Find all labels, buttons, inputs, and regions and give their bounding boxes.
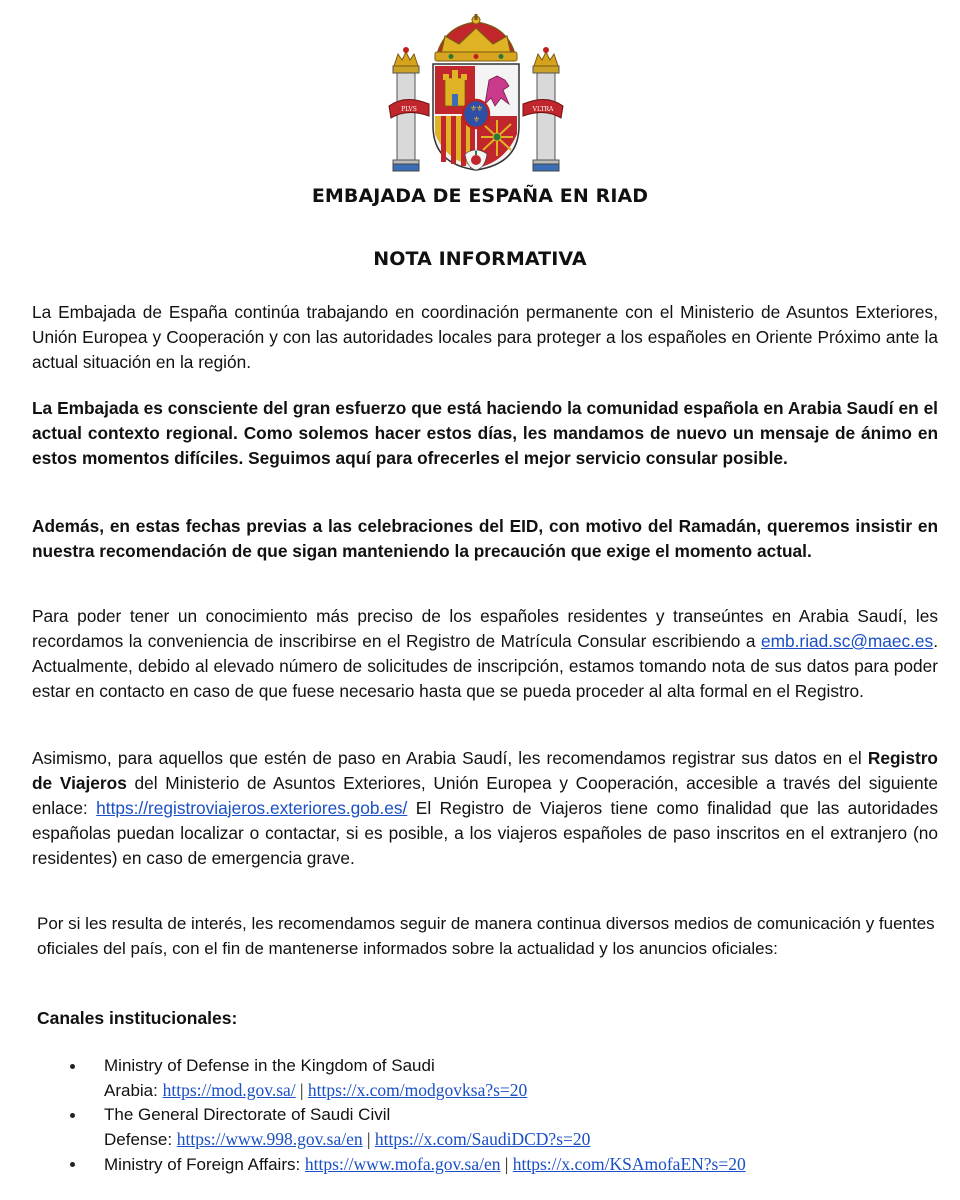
registry-link[interactable]: https://registroviajeros.exteriores.gob.es/ xyxy=(96,798,408,818)
royal-crown xyxy=(435,14,517,61)
channel-x-link[interactable]: https://x.com/KSAmofaEN?s=20 xyxy=(512,1154,746,1174)
list-item xyxy=(0,1103,960,1152)
channel-label: Ministry of Defense in the Kingdom of Saudi xyxy=(104,1056,435,1075)
channel-label-cont: Arabia: xyxy=(104,1081,163,1100)
motto-left: PLVS xyxy=(401,106,417,113)
channel-label-cont: Defense: xyxy=(104,1130,177,1149)
channel-x-link[interactable]: https://x.com/modgovksa?s=20 xyxy=(307,1080,528,1100)
separator: | xyxy=(500,1154,513,1174)
email-link[interactable]: emb.riad.sc@maec.es xyxy=(761,631,934,651)
channel-website-link[interactable]: https://www.mofa.gov.sa/en xyxy=(304,1154,501,1174)
p4-text-before: Para poder tener un conocimiento más preciso de los españoles residentes y transeúntes en Arabia Saudí, les recordamos la conveniencia de inscribirse en el Registro de Matrícula Consular escribiendo a xyxy=(32,606,938,651)
channel-label: The General Directorate of Saudi Civil xyxy=(104,1105,391,1124)
paragraph-eid-precaution: Además, en estas fechas previas a las celebraciones del EID, con motivo del Ramadán, queremos insistir en nuestra recomendación de que sigan manteniendo la precaución que exige el momento actual. xyxy=(32,516,938,561)
svg-text:⚜: ⚜ xyxy=(470,104,478,113)
bullet-icon xyxy=(70,1064,75,1069)
separator: | xyxy=(362,1129,375,1149)
paragraph-coordination: La Embajada de España continúa trabajando en coordinación permanente con el Ministerio de Asuntos Exteriores, Unión Europea y Cooperación y con las autoridades locales para proteger a los españoles en Oriente Próximo ante la actual situación en la región. xyxy=(32,302,938,372)
channel-x-link[interactable]: https://x.com/SaudiDCD?s=20 xyxy=(374,1129,591,1149)
channel-website-link[interactable]: https://www.998.gov.sa/en xyxy=(176,1129,363,1149)
coat-of-arms xyxy=(385,14,567,176)
paragraph-consular-registration xyxy=(32,604,938,704)
shield xyxy=(433,64,519,170)
svg-text:⚜: ⚜ xyxy=(473,115,481,124)
list-item xyxy=(0,1054,960,1103)
p5-text-middle: del Ministerio de Asuntos Exteriores, Unión Europea y Cooperación, accesible a través del siguiente enlace: xyxy=(32,773,938,818)
channels-list xyxy=(0,1054,960,1177)
p5-text-before: Asimismo, para aquellos que estén de paso en Arabia Saudí, les recomendamos registrar sus datos en el xyxy=(32,748,868,768)
embassy-title: EMBAJADA DE ESPAÑA EN RIAD xyxy=(311,185,649,207)
channels-heading: Canales institucionales: xyxy=(37,1008,238,1028)
note-title: NOTA INFORMATIVA xyxy=(373,248,587,270)
bullet-icon xyxy=(70,1113,75,1118)
p4-text-after: . Actualmente, debido al elevado número de solicitudes de inscripción, estamos tomando nota de sus datos para poder estar en contacto en caso de que fuese necesario hasta que se pueda proceder al alta formal en el Registro. xyxy=(32,631,938,701)
channel-label: Ministry of Foreign Affairs: xyxy=(104,1155,305,1174)
paragraph-encouragement: La Embajada es consciente del gran esfuerzo que está haciendo la comunidad española en Arabia Saudí en el actual contexto regional. Como solemos hacer estos días, les mandamos de nuevo un mensaje de ánimo en estos momentos difíciles. Seguimos aquí para ofrecerles el mejor servicio consular posible. xyxy=(32,398,938,468)
svg-text:⚜: ⚜ xyxy=(476,104,484,113)
separator: | xyxy=(295,1080,308,1100)
list-item xyxy=(0,1152,960,1177)
channel-website-link[interactable]: https://mod.gov.sa/ xyxy=(162,1080,296,1100)
p5-text-after: El Registro de Viajeros tiene como finalidad que las autoridades españolas puedan localizar o contactar, si es posible, a los viajeros españoles de paso inscritos en el extranjero (no residentes) en caso de emergencia grave. xyxy=(32,798,938,868)
paragraph-official-sources: Por si les resulta de interés, les recomendamos seguir de manera continua diversos medios de comunicación y fuentes oficiales del país, con el fin de mantenerse informados sobre la actualidad y los anuncios oficiales: xyxy=(37,914,935,958)
registry-name: Registro de Viajeros xyxy=(32,748,938,793)
bullet-icon xyxy=(70,1162,75,1167)
motto-right: VLTRA xyxy=(532,106,554,113)
paragraph-traveler-registry xyxy=(32,746,938,871)
